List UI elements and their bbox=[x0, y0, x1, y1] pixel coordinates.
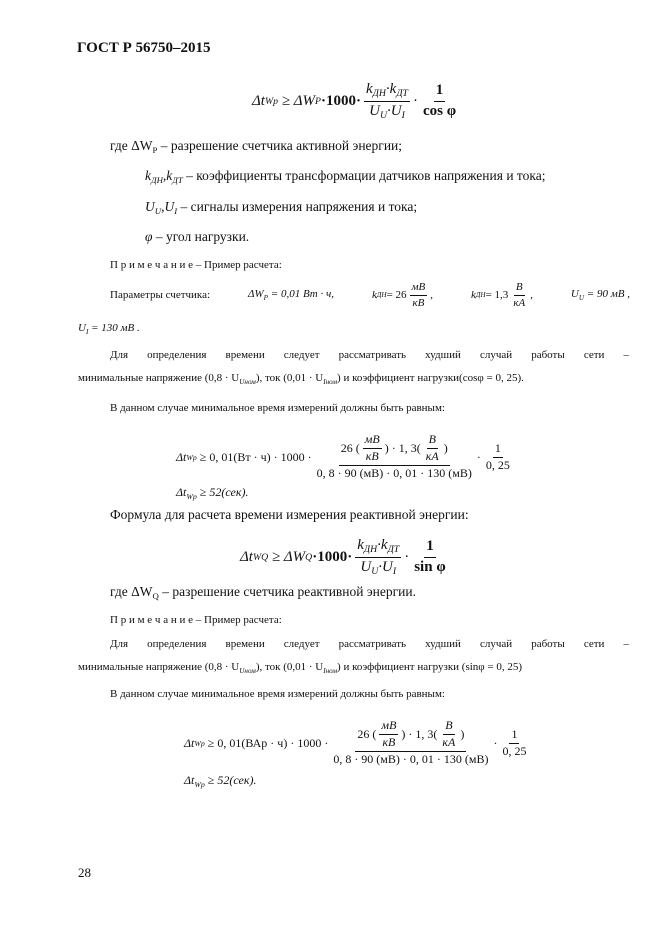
formula-reactive-energy: Δt WQ ≥ ΔW Q ·1000· $\frac{k_{ДН}\cdot k_{ДТ}}{U_U\cdot U_I}$ · $\frac{1}{\text{sin φ}}$ bbox=[240, 537, 446, 577]
page-number: 28 bbox=[78, 865, 91, 880]
definition-phi: φ – угол нагрузки. bbox=[145, 229, 250, 244]
note-paragraph: В данном случае минимальное время измерений должны быть равным: bbox=[110, 402, 445, 414]
calculation-reactive-result: $\Delta t_{Wp} \ge 52(сек)$. bbox=[184, 773, 257, 789]
note-paragraph-line: минимальные напряжение $(0,8 \cdot U_{Uном})$, ток $(0,01 \cdot U_{Iном})$ и коэффициент нагрузки(cosφ = 0, 25). bbox=[78, 372, 524, 386]
note-paragraph-line: минимальные напряжение $(0,8 \cdot U_{Uном})$, ток $(0,01 \cdot U_{Iном})$ и коэффициент нагрузки (sinφ = 0, 25) bbox=[78, 661, 523, 675]
formula-active-energy: Δt Wp ≥ ΔW P ·1000· $\frac{k_{ДН}\cdot k_{ДТ}}{U_U\cdot U_I}$ · $\frac{1}{\text{cos φ}}$ bbox=[252, 81, 457, 121]
note-paragraph: В данном случае минимальное время измерений должны быть равным: bbox=[110, 688, 445, 700]
fraction-one-over-cos: $\frac{1}{\text{cos φ}}$ bbox=[422, 82, 457, 119]
note-paragraph-line: Для определения времени следует рассматривать худший случай работы сети – bbox=[110, 638, 629, 650]
note-paragraph-line: Для определения времени следует рассматривать худший случай работы сети – bbox=[110, 349, 629, 361]
definition-delta-wp: где $\Delta W_P$ – разрешение счетчика активной энергии; bbox=[110, 138, 403, 155]
note-parameter-ui: $U_I = 130$ мВ . bbox=[78, 322, 140, 336]
fraction-calc-load: $\frac{1}{0, 25}$ bbox=[485, 440, 510, 472]
note-label: П р и м е ч а н и е – Пример расчета: bbox=[110, 259, 282, 271]
calculation-active-result: $\Delta t_{Wp} \ge 52(сек)$. bbox=[176, 485, 249, 501]
fraction-k-over-u: $\frac{k_{ДН}\cdot k_{ДТ}}{U_U\cdot U_I}$ bbox=[365, 81, 408, 121]
calculation-active: Δt Wp ≥ 0, 01(Вт · ч) · 1000 · 26 ( $\frac{мВ}{кВ}$ ) · 1, 3( $\frac{В}{кА}$ ) 0, 8 · 90 (мВ) · 0, 01 · 130 (мВ) · $\frac{1}{0, 25}$ bbox=[176, 432, 510, 480]
fraction-calc-main: 26 ( $\frac{мВ}{кВ}$ ) · 1, 3( $\frac{В}{кА}$ ) 0, 8 · 90 (мВ) · 0, 01 · 130 (мВ) bbox=[316, 432, 472, 480]
note-label: П р и м е ч а н и е – Пример расчета: bbox=[110, 614, 282, 626]
note-parameters: Параметры счетчика: $\Delta W_P = 0,01$ Вт · ч, k ДН = 26 $\frac{мВ}{кВ}$ , k ДН = 1,3 $\frac{В}{кА}$ , $U_U = 90$ мВ , bbox=[110, 281, 630, 309]
reactive-formula-heading: Формула для расчета времени измерения реактивной энергии: bbox=[110, 507, 469, 522]
document-header: ГОСТ Р 56750–2015 bbox=[77, 40, 211, 56]
definition-u: $U_U,U_I$ – сигналы измерения напряжения и тока; bbox=[145, 199, 418, 216]
fraction-calc-load: $\frac{1}{0, 25}$ bbox=[502, 726, 527, 758]
fraction-calc-main: 26 ( $\frac{мВ}{кВ}$ ) · 1, 3( $\frac{В}{кА}$ ) 0, 8 · 90 (мВ) · 0, 01 · 130 (мВ) bbox=[333, 718, 489, 766]
fraction-one-over-sin: $\frac{1}{\text{sin φ}}$ bbox=[414, 538, 446, 575]
calculation-reactive: Δt Wp ≥ 0, 01(ВАр · ч) · 1000 · 26 ( $\frac{мВ}{кВ}$ ) · 1, 3( $\frac{В}{кА}$ ) 0, 8 · 90 (мВ) · 0, 01 · 130 (мВ) · $\frac{1}{0, 25}$ bbox=[184, 718, 527, 766]
fraction-k-over-u: $\frac{k_{ДН}\cdot k_{ДТ}}{U_U\cdot U_I}$ bbox=[357, 537, 400, 577]
definition-k: $k_{ДН},k_{ДТ}$ – коэффициенты трансформации датчиков напряжения и тока; bbox=[145, 168, 546, 185]
definition-delta-wq: где $\Delta W_Q$ – разрешение счетчика реактивной энергии. bbox=[110, 584, 417, 601]
